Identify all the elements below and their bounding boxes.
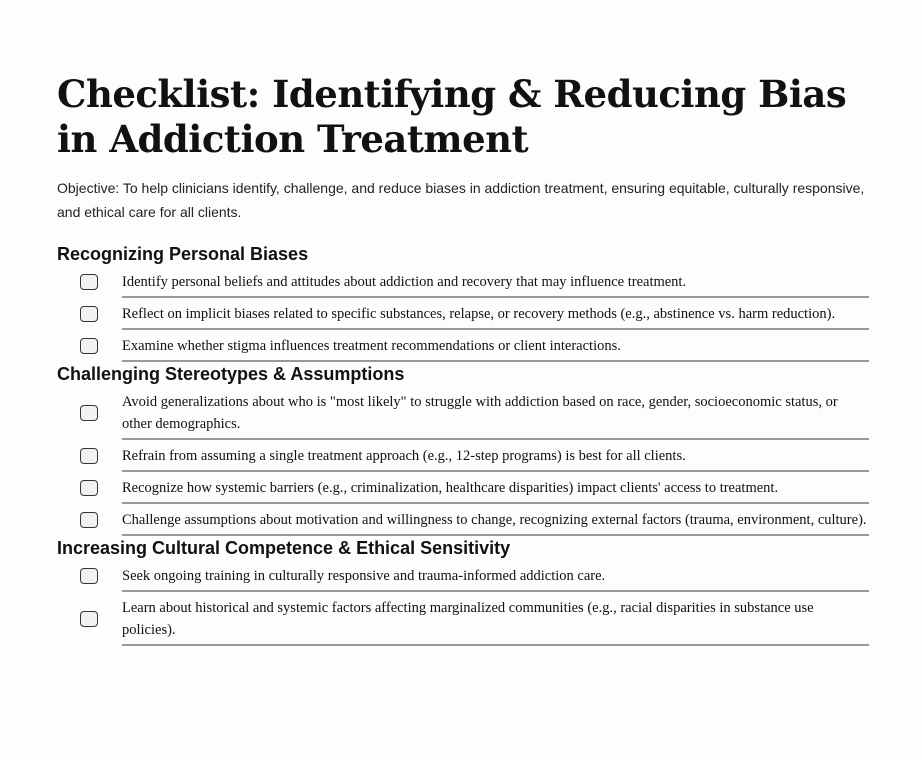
checkbox[interactable]	[80, 512, 98, 528]
checklist-item	[80, 330, 869, 362]
checklist-item	[80, 560, 869, 592]
checklist-item-text[interactable]: Examine whether stigma influences treatment recommendations or client interactions.	[122, 330, 869, 362]
checkbox[interactable]	[80, 568, 98, 584]
checklist-section	[57, 536, 869, 646]
section-heading: Challenging Stereotypes & Assumptions	[57, 364, 405, 384]
checkbox[interactable]	[80, 480, 98, 496]
section-heading: Recognizing Personal Biases	[57, 244, 309, 264]
checklist-section	[57, 362, 869, 536]
checkbox[interactable]	[80, 338, 98, 354]
checklist-item	[80, 440, 869, 472]
checklist-item-text[interactable]: Recognize how systemic barriers (e.g., criminalization, healthcare disparities) impact clients' access to treatment.	[122, 472, 869, 504]
checklist-item	[80, 592, 869, 646]
checklist-item-text[interactable]: Reflect on implicit biases related to specific substances, relapse, or recovery methods (e.g., abstinence vs. harm reduction).	[122, 298, 869, 330]
checkbox[interactable]	[80, 274, 98, 290]
checklist-item	[80, 504, 869, 536]
checkbox[interactable]	[80, 405, 98, 421]
checklist-section	[57, 242, 869, 362]
checkbox[interactable]	[80, 306, 98, 322]
page-title: Checklist: Identifying & Reducing Bias in Addiction Treatment	[57, 72, 847, 161]
checklist-item-text[interactable]: Identify personal beliefs and attitudes about addiction and recovery that may influence treatment.	[122, 266, 869, 298]
checklist-item	[80, 472, 869, 504]
checkbox[interactable]	[80, 611, 98, 627]
checklist-item-text[interactable]: Seek ongoing training in culturally responsive and trauma-informed addiction care.	[122, 560, 869, 592]
checklist-item-text[interactable]: Avoid generalizations about who is "most likely" to struggle with addiction based on race, gender, socioeconomic status, or other demographics.	[122, 386, 869, 440]
checklist-item	[80, 386, 869, 440]
objective-text: Objective: To help clinicians identify, challenge, and reduce biases in addiction treatment, ensuring equitable, culturally responsive, and ethical care for all clients.	[57, 180, 865, 220]
checklist-document	[57, 72, 869, 646]
section-heading: Increasing Cultural Competence & Ethical Sensitivity	[57, 538, 511, 558]
checklist-item-text[interactable]: Learn about historical and systemic factors affecting marginalized communities (e.g., racial disparities in substance use policies).	[122, 592, 869, 646]
checklist-item	[80, 266, 869, 298]
checklist-item	[80, 298, 869, 330]
checkbox[interactable]	[80, 448, 98, 464]
checklist-item-text[interactable]: Refrain from assuming a single treatment approach (e.g., 12-step programs) is best for all clients.	[122, 440, 869, 472]
checklist-item-text[interactable]: Challenge assumptions about motivation and willingness to change, recognizing external factors (trauma, environment, culture).	[122, 504, 869, 536]
